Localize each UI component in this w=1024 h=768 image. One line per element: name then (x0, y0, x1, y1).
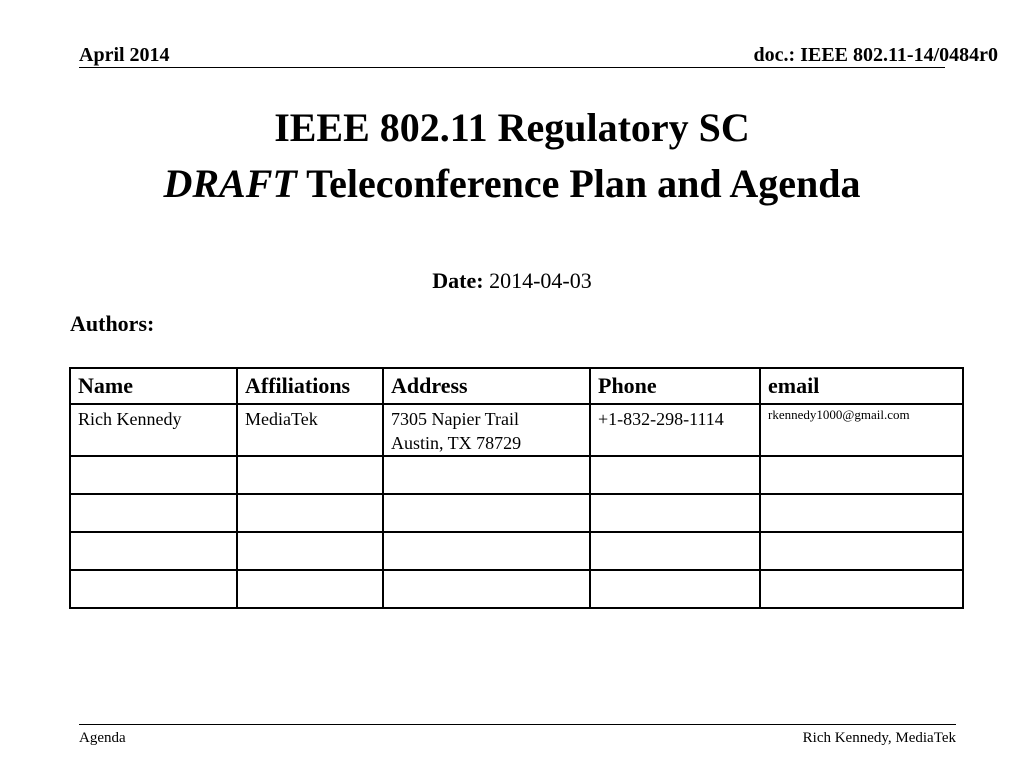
empty-cell (237, 456, 383, 494)
authors-label: Authors: (70, 311, 155, 336)
header-divider (79, 67, 945, 68)
empty-cell (237, 494, 383, 532)
empty-cell (590, 456, 760, 494)
footer-left: Agenda (79, 730, 126, 746)
empty-cell (760, 494, 963, 532)
empty-cell (590, 532, 760, 570)
empty-cell (590, 494, 760, 532)
header-doc-id: doc.: IEEE 802.11-14/0484r0 (753, 44, 998, 66)
author-phone: +1-832-298-1114 (590, 404, 760, 456)
slide-title (0, 100, 1024, 212)
table-header-row (70, 368, 963, 404)
empty-cell (70, 570, 237, 608)
empty-cell (590, 570, 760, 608)
table-row-empty (70, 532, 963, 570)
empty-cell (70, 494, 237, 532)
table-row (70, 404, 963, 456)
column-header-phone: Phone (590, 368, 760, 404)
footer-right: Rich Kennedy, MediaTek (802, 730, 956, 746)
empty-cell (383, 570, 590, 608)
title-line-2-rest: Teleconference Plan and Agenda (296, 161, 861, 206)
date-value: 2014-04-03 (483, 268, 592, 293)
empty-cell (237, 570, 383, 608)
column-header-address: Address (383, 368, 590, 404)
column-header-email: email (760, 368, 963, 404)
table-row-empty (70, 570, 963, 608)
column-header-name: Name (70, 368, 237, 404)
empty-cell (237, 532, 383, 570)
title-draft-word: DRAFT (163, 161, 297, 206)
empty-cell (383, 532, 590, 570)
footer-divider (79, 724, 956, 725)
empty-cell (383, 456, 590, 494)
empty-cell (70, 532, 237, 570)
empty-cell (760, 456, 963, 494)
date-label: Date: (432, 268, 484, 293)
empty-cell (760, 570, 963, 608)
address-line-2: Austin, TX 78729 (391, 433, 522, 453)
table-row-empty (70, 456, 963, 494)
author-name: Rich Kennedy (70, 404, 237, 456)
table-row-empty (70, 494, 963, 532)
empty-cell (383, 494, 590, 532)
date-field (0, 266, 1024, 296)
header-date: April 2014 (79, 44, 170, 66)
title-line-2 (0, 156, 1024, 212)
author-affiliation: MediaTek (237, 404, 383, 456)
author-address (383, 404, 590, 456)
empty-cell (70, 456, 237, 494)
address-line-1: 7305 Napier Trail (391, 409, 519, 429)
empty-cell (760, 532, 963, 570)
title-line-1: IEEE 802.11 Regulatory SC (274, 105, 750, 150)
author-email: rkennedy1000@gmail.com (768, 407, 910, 422)
author-email-cell (760, 404, 963, 456)
column-header-affiliations: Affiliations (237, 368, 383, 404)
authors-table (69, 367, 964, 609)
